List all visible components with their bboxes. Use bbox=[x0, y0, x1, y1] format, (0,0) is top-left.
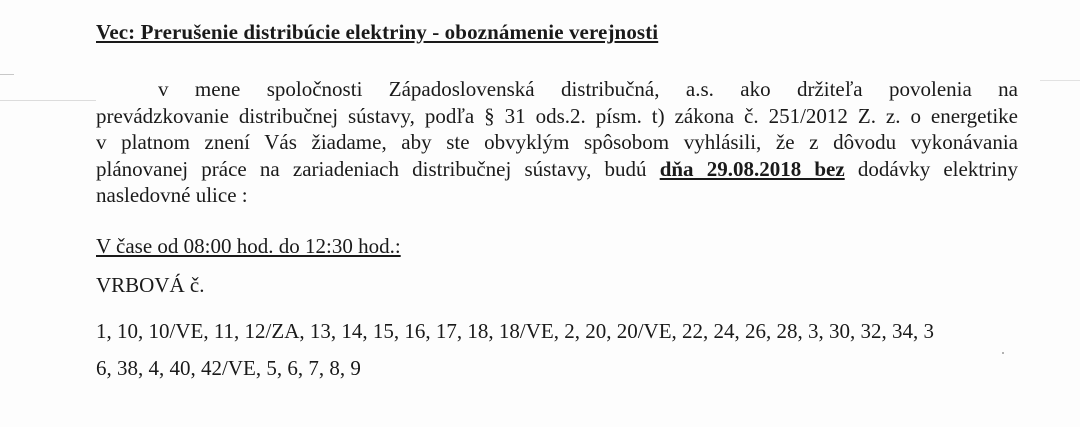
paragraph-line-4-end: dodávky elektriny bbox=[844, 156, 1018, 181]
paragraph-line-5: nasledovné ulice : bbox=[96, 183, 248, 207]
notice-paragraph bbox=[96, 76, 1018, 209]
time-range-heading: V čase od 08:00 hod. do 12:30 hod.: bbox=[96, 234, 401, 258]
paragraph-line-1 bbox=[96, 76, 1018, 103]
paragraph-line-3: v platnom znení Vás žiadame, aby ste obvyklým spôsobom vyhlásili, že z dôvodu vykonávania bbox=[96, 130, 1018, 154]
scan-artifact-line bbox=[0, 100, 96, 101]
scan-speck bbox=[1002, 352, 1004, 354]
house-numbers-line-1: 1, 10, 10/VE, 11, 12/ZA, 13, 14, 15, 16, 17, 18, 18/VE, 2, 20, 20/VE, 22, 24, 26, 28, 3, 30, 32, 34, 3 bbox=[96, 319, 935, 343]
scan-artifact-line bbox=[0, 74, 14, 75]
paragraph-line-4 bbox=[96, 156, 1018, 183]
scan-artifact-line bbox=[1040, 80, 1080, 81]
paragraph-line-1-text: v mene spoločnosti Západoslovenská distribučná, a.s. ako držiteľa povolenia na bbox=[158, 77, 1018, 101]
outage-date: dňa 29.08.2018 bez bbox=[659, 156, 845, 181]
house-numbers bbox=[96, 313, 934, 387]
house-numbers-line-2: 6, 38, 4, 40, 42/VE, 5, 6, 7, 8, 9 bbox=[96, 356, 361, 380]
paragraph-line-2: prevádzkovanie distribučnej sústavy, podľa § 31 ods.2. písm. t) zákona č. 251/2012 Z. z. o energetike bbox=[96, 103, 1018, 128]
subject-line: Vec: Prerušenie distribúcie elektriny - oboznámenie verejnosti bbox=[96, 20, 659, 44]
paragraph-line-4-start: plánovanej práce na zariadeniach distribučnej sústavy, budú bbox=[96, 156, 660, 181]
street-name: VRBOVÁ č. bbox=[96, 273, 205, 297]
